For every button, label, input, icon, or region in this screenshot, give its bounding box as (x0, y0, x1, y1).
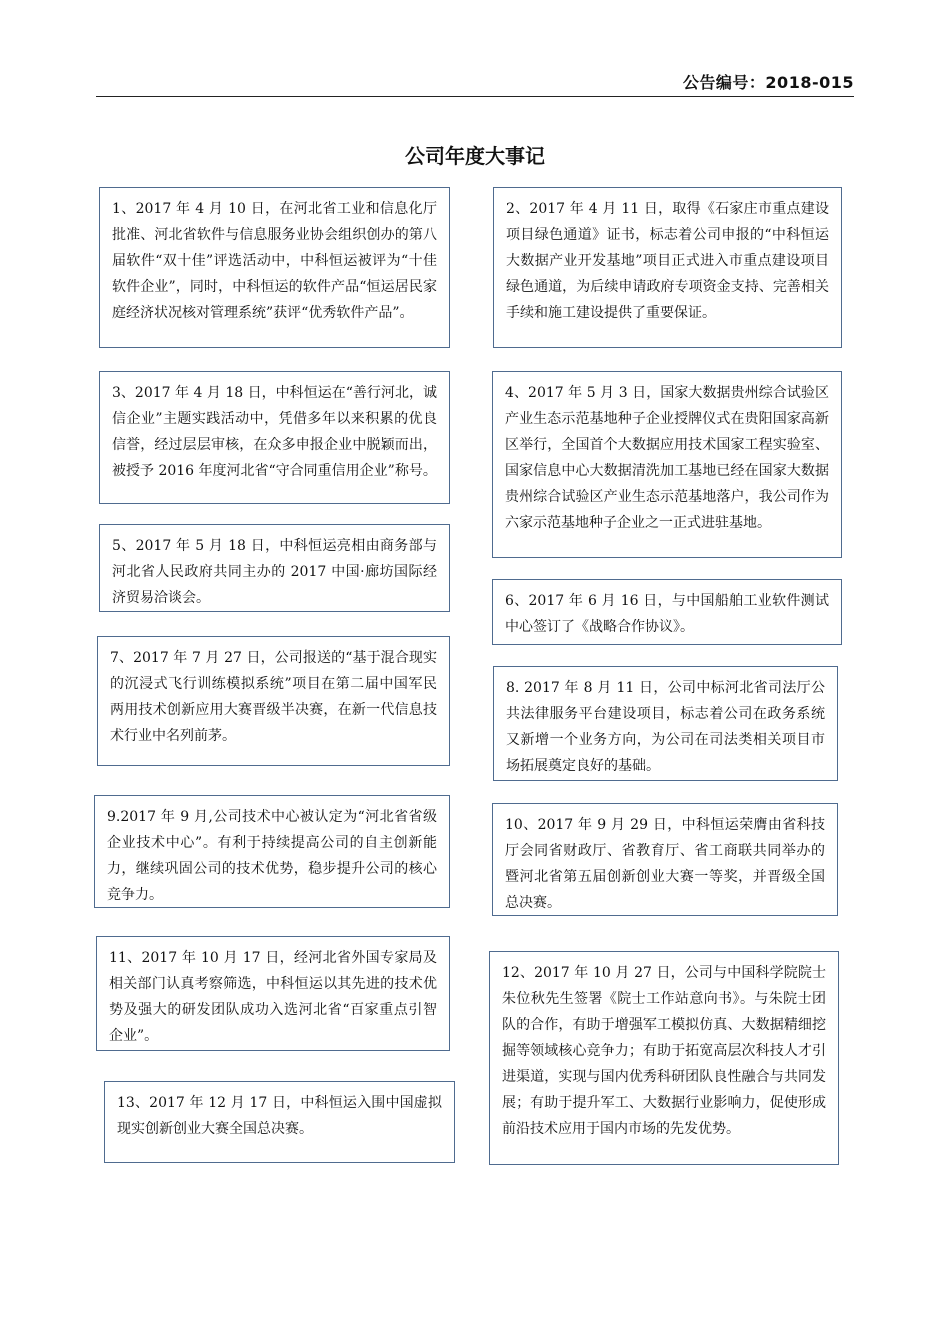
event-box-10: 10、2017 年 9 月 29 日，中科恒运荣膺由省科技厅会同省财政厅、省教育厅、省工商联共同举办的暨河北省第五届创新创业大赛一等奖，并晋级全国总决赛。 (492, 803, 838, 916)
event-box-5: 5、2017 年 5 月 18 日，中科恒运亮相由商务部与河北省人民政府共同主办的 2017 中国·廊坊国际经济贸易洽谈会。 (99, 524, 450, 612)
announcement-number: 公告编号：2018-015 (682, 73, 854, 92)
event-box-7: 7、2017 年 7 月 27 日，公司报送的“基于混合现实的沉浸式飞行训练模拟系统”项目在第二届中国军民两用技术创新应用大赛晋级半决赛，在新一代信息技术行业中名列前茅。 (97, 636, 450, 766)
event-box-13: 13、2017 年 12 月 17 日，中科恒运入围中国虚拟现实创新创业大赛全国总决赛。 (104, 1081, 455, 1163)
event-box-8: 8. 2017 年 8 月 11 日，公司中标河北省司法厅公共法律服务平台建设项目，标志着公司在政务系统又新增一个业务方向，为公司在司法类相关项目市场拓展奠定良好的基础。 (493, 666, 838, 781)
event-box-12: 12、2017 年 10 月 27 日，公司与中国科学院院士朱位秋先生签署《院士工作站意向书》。与朱院士团队的合作，有助于增强军工模拟仿真、大数据精细挖掘等领域核心竞争力；有助于拓宽高层次科技人才引进渠道，实现与国内优秀科研团队良性融合与共同发展；有助于提升军工、大数据行业影响力，促使形成前沿技术应用于国内市场的先发优势。 (489, 951, 839, 1165)
event-box-11: 11、2017 年 10 月 17 日，经河北省外国专家局及相关部门认真考察筛选，中科恒运以其先进的技术优势及强大的研发团队成功入选河北省“百家重点引智企业”。 (96, 936, 450, 1051)
event-box-6: 6、2017 年 6 月 16 日，与中国船舶工业软件测试中心签订了《战略合作协议》。 (492, 579, 842, 645)
header-divider (96, 96, 854, 97)
page-title: 公司年度大事记 (405, 144, 545, 168)
event-box-3: 3、2017 年 4 月 18 日，中科恒运在“善行河北，诚信企业”主题实践活动中，凭借多年以来积累的优良信誉，经过层层审核，在众多申报企业中脱颖而出，被授予 2016 年度河北省“守合同重信用企业”称号。 (99, 371, 450, 504)
event-box-1: 1、2017 年 4 月 10 日，在河北省工业和信息化厅批准、河北省软件与信息服务业协会组织创办的第八届软件“双十佳”评选活动中，中科恒运被评为“十佳软件企业”，同时，中科恒运的软件产品“恒运居民家庭经济状况核对管理系统”获评“优秀软件产品”。 (99, 187, 450, 348)
event-box-2: 2、2017 年 4 月 11 日，取得《石家庄市重点建设项目绿色通道》证书，标志着公司申报的“中科恒运大数据产业开发基地”项目正式进入市重点建设项目绿色通道，为后续申请政府专项资金支持、完善相关手续和施工建设提供了重要保证。 (493, 187, 842, 348)
event-box-9: 9.2017 年 9 月,公司技术中心被认定为“河北省省级企业技术中心”。有利于持续提高公司的自主创新能力，继续巩固公司的技术优势，稳步提升公司的核心竞争力。 (94, 795, 450, 908)
event-box-4: 4、2017 年 5 月 3 日，国家大数据贵州综合试验区产业生态示范基地种子企业授牌仪式在贵阳国家高新区举行，全国首个大数据应用技术国家工程实验室、国家信息中心大数据清洗加工基地已经在国家大数据贵州综合试验区产业生态示范基地落户，我公司作为六家示范基地种子企业之一正式进驻基地。 (492, 371, 842, 558)
